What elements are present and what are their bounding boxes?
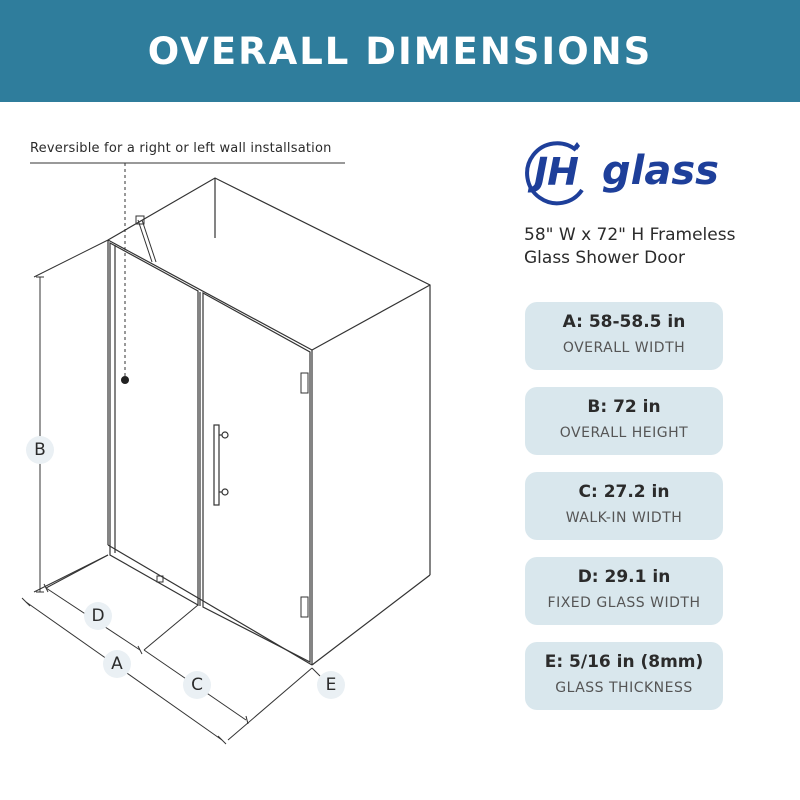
dimension-floor-lines	[22, 555, 320, 744]
spec-card-e	[525, 642, 723, 710]
product-title	[524, 224, 784, 270]
spec-caption: OVERALL WIDTH	[562, 340, 686, 356]
spec-caption: FIXED GLASS WIDTH	[547, 595, 701, 611]
jh-glass-logo	[524, 140, 734, 212]
page-title: OVERALL DIMENSIONS	[147, 29, 653, 73]
label-b: B	[26, 436, 54, 464]
product-title-line2: Glass Shower Door	[524, 248, 686, 268]
spec-value: A: 58-58.5 in	[562, 312, 686, 332]
spec-value: B: 72 in	[587, 397, 661, 417]
fixed-glass-panel	[200, 292, 310, 662]
reversible-note: Reversible for a right or left wall installsation	[30, 141, 332, 156]
dimension-b-line	[34, 240, 108, 592]
spec-value: E: 5/16 in (8mm)	[544, 652, 704, 672]
spec-value: D: 29.1 in	[577, 567, 671, 587]
wall-hinges	[301, 373, 308, 617]
spec-caption: WALK-IN WIDTH	[565, 510, 683, 526]
door-panel	[110, 243, 198, 605]
logo-jh-text: JH	[534, 150, 578, 194]
logo-glass-text: glass	[602, 148, 719, 194]
note-pointer	[121, 376, 129, 384]
spec-caption: OVERALL HEIGHT	[559, 425, 689, 441]
spec-card-d	[525, 557, 723, 625]
spec-card-c	[525, 472, 723, 540]
label-c: C	[183, 671, 211, 699]
label-a: A	[103, 650, 131, 678]
door-handle	[214, 425, 228, 505]
spec-value: C: 27.2 in	[578, 482, 670, 502]
product-title-line1: 58" W x 72" H Frameless	[524, 225, 736, 245]
label-d: D	[84, 602, 112, 630]
spec-card-b	[525, 387, 723, 455]
spec-caption: GLASS THICKNESS	[555, 680, 693, 696]
spec-card-a	[525, 302, 723, 370]
label-e: E	[317, 671, 345, 699]
enclosure-walls	[108, 178, 430, 665]
top-hinge	[136, 216, 156, 262]
